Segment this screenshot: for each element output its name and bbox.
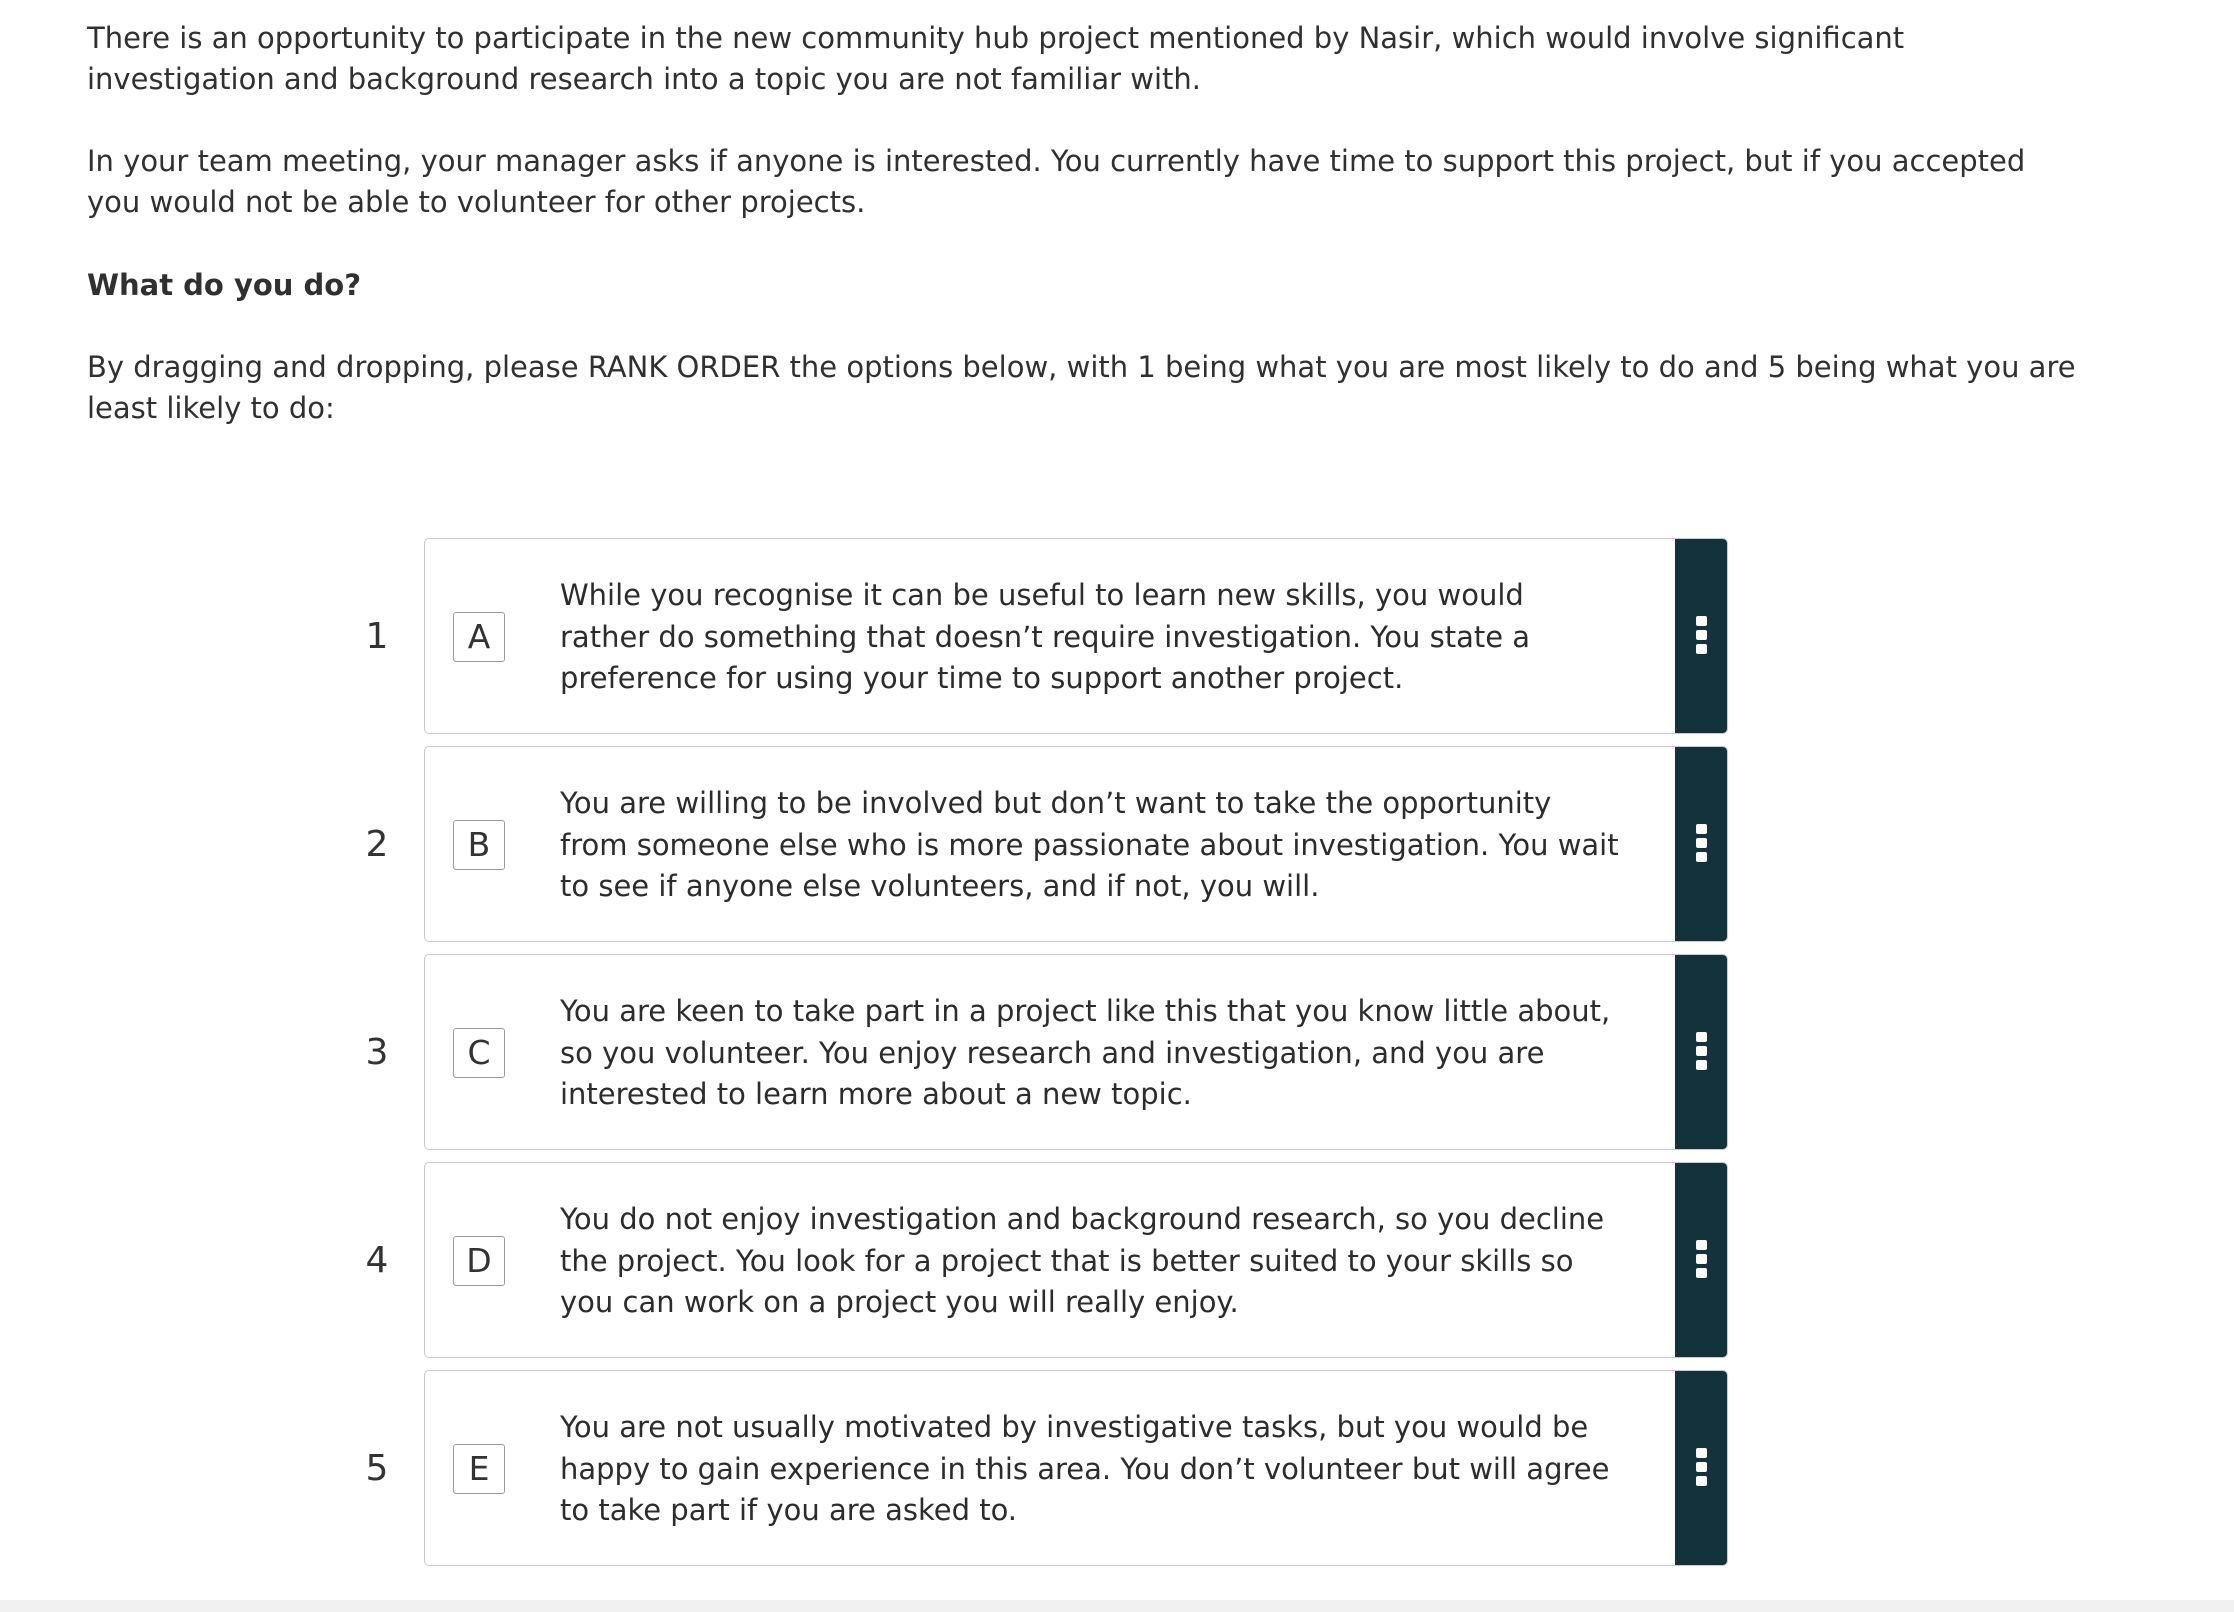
rank-number: 4 <box>365 1240 389 1281</box>
scenario-paragraph-2: In your team meeting, your manager asks if anyone is interested. You currently have time to support this project, but if you accepted you would not be able to volunteer for other projects. <box>87 144 2026 219</box>
option-text: You do not enjoy investigation and background research, so you decline the project. You look for a project that is better suited to your skills so you can work on a project you will really enjoy. <box>560 1202 1605 1319</box>
draggable-option-card[interactable] <box>424 1162 1728 1358</box>
drag-dots-icon <box>1695 1032 1707 1072</box>
rank-row <box>0 746 2234 944</box>
option-text: You are keen to take part in a project like this that you know little about, so you volunteer. You enjoy research and investigation, and you are interested to learn more about a new topic. <box>560 994 1611 1111</box>
rank-number: 3 <box>365 1032 389 1073</box>
rank-number: 2 <box>365 824 389 865</box>
drag-dots-icon <box>1695 1240 1707 1280</box>
drag-handle[interactable] <box>1675 747 1727 941</box>
option-text: You are willing to be involved but don’t want to take the opportunity from someone else who is more passionate about investigation. You wait to see if anyone else volunteers, and if not, you will. <box>560 786 1619 903</box>
drag-handle[interactable] <box>1675 1163 1727 1357</box>
scenario-paragraph-1: There is an opportunity to participate in the new community hub project mentioned by Nasir, which would involve significant investigation and background research into a topic you are not familiar with. <box>87 21 1905 96</box>
rank-row <box>0 538 2234 736</box>
option-text: You are not usually motivated by investigative tasks, but you would be happy to gain experience in this area. You don’t volunteer but will agree to take part if you are asked to. <box>560 1410 1610 1527</box>
drag-dots-icon <box>1695 824 1707 864</box>
drag-dots-icon <box>1695 616 1707 656</box>
draggable-option-card[interactable] <box>424 954 1728 1150</box>
draggable-option-card[interactable] <box>424 538 1728 734</box>
rank-number: 5 <box>365 1448 389 1489</box>
draggable-option-card[interactable] <box>424 1370 1728 1566</box>
drag-handle[interactable] <box>1675 1371 1727 1565</box>
option-letter-badge: D <box>453 1236 505 1286</box>
question-heading: What do you do? <box>87 268 362 302</box>
drag-dots-icon <box>1695 1448 1707 1488</box>
draggable-option-card[interactable] <box>424 746 1728 942</box>
rank-number: 1 <box>365 616 389 657</box>
drag-handle[interactable] <box>1675 955 1727 1149</box>
rank-row <box>0 1162 2234 1360</box>
option-letter-badge: B <box>453 820 505 870</box>
drag-handle[interactable] <box>1675 539 1727 733</box>
option-text: While you recognise it can be useful to learn new skills, you would rather do something that doesn’t require investigation. You state a preference for using your time to support another project. <box>560 578 1531 695</box>
option-letter-badge: A <box>453 612 505 662</box>
rank-row <box>0 1370 2234 1568</box>
ranking-instruction: By dragging and dropping, please RANK ORDER the options below, with 1 being what you are most likely to do and 5 being what you are least likely to do: <box>87 350 2076 425</box>
option-letter-badge: C <box>453 1028 505 1078</box>
option-letter-badge: E <box>453 1444 505 1494</box>
page-bottom-edge <box>0 1600 2234 1612</box>
rank-row <box>0 954 2234 1152</box>
